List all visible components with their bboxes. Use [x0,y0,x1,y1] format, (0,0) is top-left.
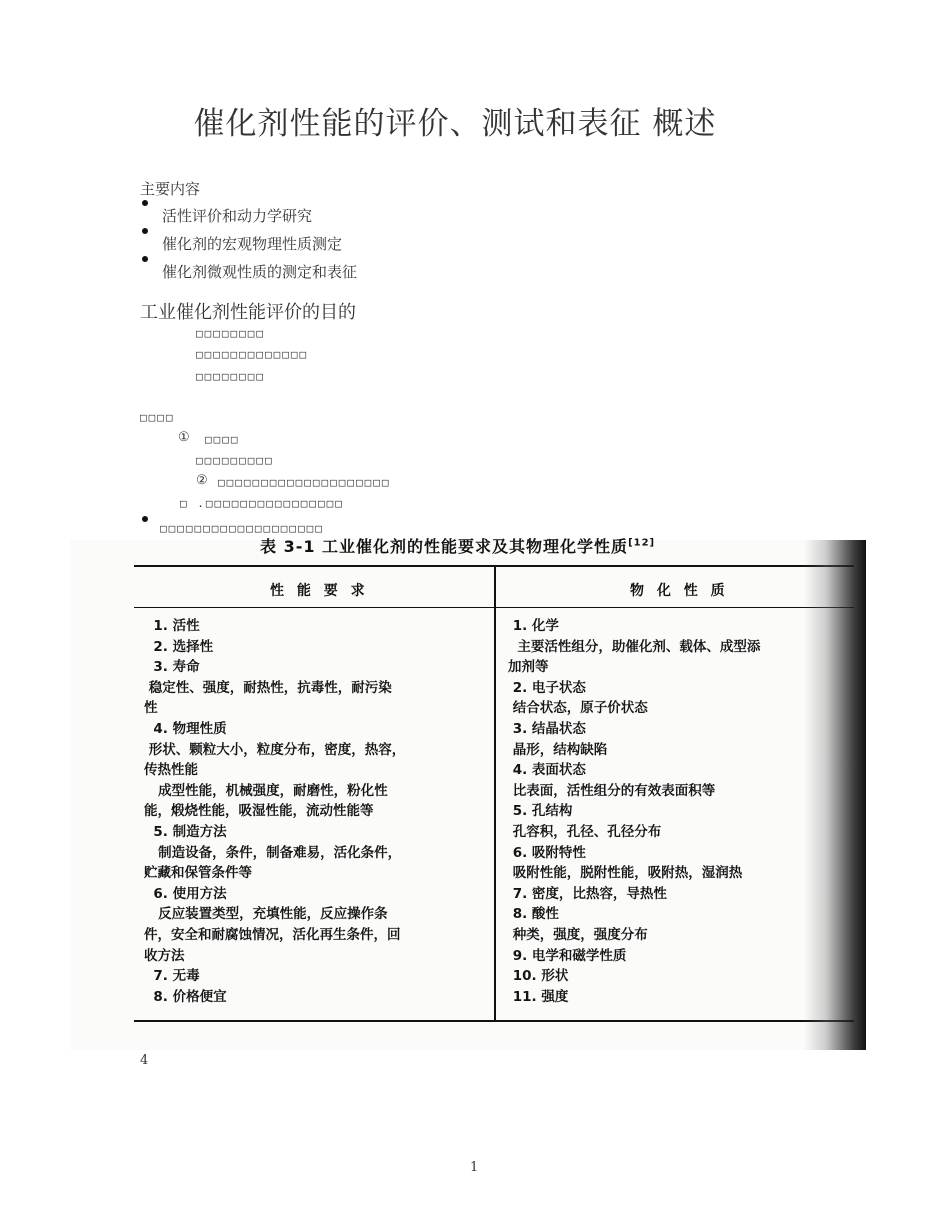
table-line: 反应装置类型，充填性能，反应操作条 [144,906,388,923]
table-line: 9. 电学和磁学性质 [508,947,627,964]
main-contents-item: 催化剂的宏观物理性质测定 [162,235,343,253]
table-line: 结合状态，原子价状态 [508,700,648,717]
table-line: 1. 化学 [508,618,559,634]
side-number: 4 [140,1053,149,1068]
table-line: 3. 寿命 [144,659,200,676]
table-line: 晶形，结构缺陷 [508,741,608,758]
table-line: 性 [144,700,158,717]
table-line: 种类，强度，强度分布 [508,926,648,943]
scanned-table [70,537,866,1050]
bullet-dot-icon [142,256,148,262]
table-line: 4. 表面状态 [508,762,586,779]
table-line: 4. 物理性质 [144,720,227,737]
table-line: 7. 无毒 [144,968,200,985]
misc-heading: □□□□ [140,411,175,424]
table-line: 8. 酸性 [508,906,559,923]
table-line: 5. 制造方法 [144,823,227,840]
item-marker: ① [178,430,191,445]
table-line: 吸附性能，脱附性能，吸附热，湿润热 [508,865,743,882]
table-line: 2. 选择性 [144,638,214,655]
table-header-rule [134,607,854,608]
left-column-text [144,616,405,1007]
table-line: 孔容积，孔径、孔径分布 [508,823,662,840]
table-line: 10. 形状 [508,968,569,985]
bullet-text: □□□□□□□□□□□□□□□□□□□ [160,522,324,535]
table-bottom-rule [134,1020,854,1022]
page-title: 催化剂性能的评价、测试和表征 概述 [193,106,717,142]
table-line: 贮藏和保管条件等 [144,865,252,882]
table-title-ref: [12] [628,537,656,549]
table-line: 2. 电子状态 [508,679,586,696]
item-text: □□□□□□□□□□□□□□□□□□□□ [218,476,391,489]
item-subtext: □□□□□□□□□ [196,454,274,467]
item-text: □□□□ [205,433,240,446]
table-line: 能，煅烧性能，吸湿性能，流动性能等 [144,803,374,820]
item-marker: ② [196,473,209,488]
main-contents-item: 活性评价和动力学研究 [162,207,313,225]
table-title-text: 表 3-1 工业催化剂的性能要求及其物理化学性质 [260,537,629,556]
purpose-line: □□□□□□□□ [196,370,265,383]
left-column-header: 性 能 要 求 [270,583,369,599]
scan-shadow-edge [804,540,866,1050]
purpose-heading: 工业催化剂性能评价的目的 [140,302,356,323]
table-line: 稳定性、强度，耐热性，抗毒性，耐污染 [144,679,392,696]
table-line: 3. 结晶状态 [508,720,586,737]
purpose-line: □□□□□□□□□□□□□ [196,348,309,361]
table-line: 11. 强度 [508,988,569,1005]
table-line: 形状、颗粒大小，粒度分布，密度，热容， [144,741,406,758]
table-line: 传热性能 [144,762,198,779]
table-line: 6. 使用方法 [144,885,227,902]
table-line: 比表面，活性组分的有效表面积等 [508,782,716,799]
table-title [260,534,655,557]
table-line: 1. 活性 [144,618,200,634]
main-contents-item: 催化剂微观性质的测定和表征 [162,263,358,281]
purpose-line: □□□□□□□□ [196,327,265,340]
table-line: 件，安全和耐腐蚀情况，活化再生条件，回 [144,926,401,943]
table-line: 7. 密度，比热容，导热性 [508,885,667,902]
bullet-dot-icon [142,516,148,522]
table-line: 5. 孔结构 [508,803,573,820]
table-line: 主要活性组分，助催化剂、载体、成型添 [508,638,761,655]
table-line: 加剂等 [508,659,549,676]
item-text: □ .□□□□□□□□□□□□□□□□ [180,497,344,510]
table-line: 制造设备，条件，制备难易，活化条件， [144,844,402,861]
table-line: 成型性能，机械强度，耐磨性，粉化性 [144,782,388,799]
right-column-text [508,616,760,1007]
table-line: 6. 吸附特性 [508,844,586,861]
table-column-divider [494,565,496,1022]
right-column-header: 物 化 性 质 [630,583,729,599]
main-contents-heading: 主要内容 [140,180,201,198]
bullet-dot-icon [142,228,148,234]
bullet-dot-icon [142,200,148,206]
page-number: 1 [470,1160,479,1175]
table-line: 收方法 [144,947,185,964]
table-line: 8. 价格便宜 [144,988,227,1005]
